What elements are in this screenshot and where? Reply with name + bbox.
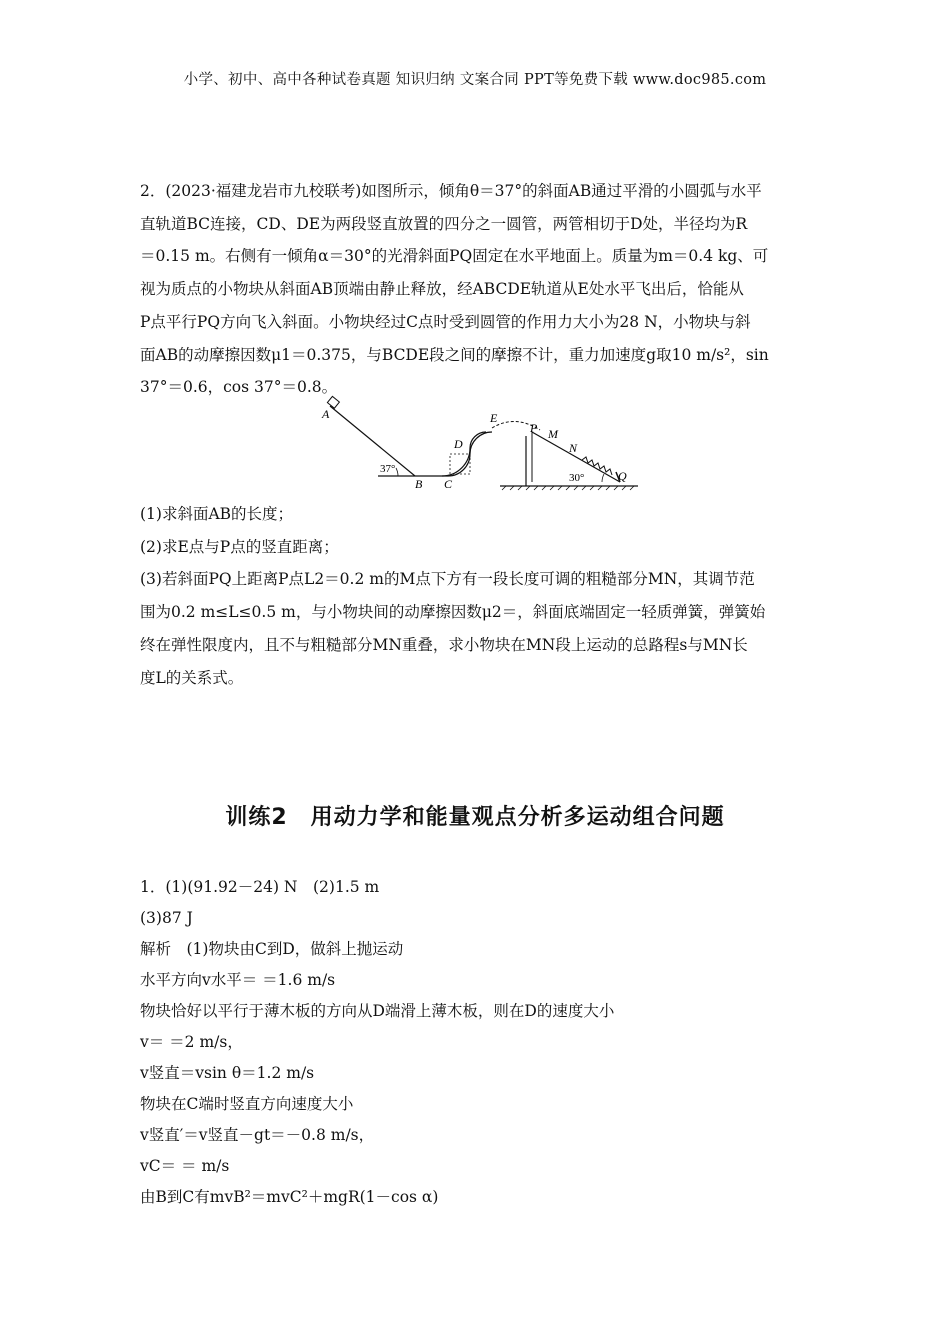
sub-question-2: (2)求E点与P点的竖直距离； [140,537,339,556]
sub-question-3-line-1: (3)若斜面PQ上距离P点L2＝0.2 m的M点下方有一段长度可调的粗糙部分MN，其调节范 [140,570,755,589]
sub-questions [140,498,812,694]
label-a: A [322,407,330,421]
question-line-6: 面AB的动摩擦因数μ1＝0.375，与BCDE段之间的摩擦不计，重力加速度g取10 m/s²，sin [140,345,769,364]
label-q: Q [618,469,627,483]
page-header: 小学、初中、高中各种试卷真题 知识归纳 文案合同 PPT等免费下载 www.doc985.com [183,72,767,88]
question-text: 如图所示，倾角θ＝37°的斜面AB通过平滑的小圆弧与水平 [361,182,762,200]
answer-line-5: 物块恰好以平行于薄木板的方向从D端滑上薄木板，则在D的速度大小 [140,1002,615,1020]
answer-line-6: v＝ ＝2 m/s， [140,1033,243,1051]
ground-hatch [502,486,634,490]
incline-ab [330,406,415,476]
spring [582,457,612,475]
answer-line-10: vC＝ ＝ m/s [140,1157,230,1175]
sub-question-3-line-3: 终在弹性限度内，且不与粗糙部分MN重叠，求小物块在MN段上运动的总路程s与MN长 [140,635,748,654]
answer-line-9: v竖直′＝v竖直－gt＝－0.8 m/s， [140,1126,375,1144]
physics-figure [320,392,640,494]
question-line-5: P点平行PQ方向飞入斜面。小物块经过C点时受到圆管的作用力大小为28 N，小物块与斜 [140,312,751,331]
question-line-4: 视为质点的小物块从斜面AB顶端由静止释放，经ABCDE轨道从E处水平飞出后，恰能从 [140,280,744,299]
sub-question-3-line-4: 度L的关系式。 [140,668,244,687]
pipe-de-outer [470,432,486,448]
label-n: N [569,441,578,455]
answer-line-2: (3)87 J [140,909,193,927]
label-c: C [444,477,453,491]
sub-question-1: (1)求斜面AB的长度； [140,505,294,523]
question-line-2: 直轨道BC连接，CD、DE为两段竖直放置的四分之一圆管，两管相切于D处，半径均为R [140,214,748,233]
question-number: 2． [140,182,166,200]
label-p: P [530,421,538,435]
label-d: D [454,437,463,451]
sub-question-3-line-2: 围为0.2 m≤L≤0.5 m，与小物块间的动摩擦因数μ2＝，斜面底端固定一轻质弹簧，弹簧始 [140,603,766,622]
answer-line-8: 物块在C端时竖直方向速度大小 [140,1095,354,1113]
answer-line-11: 由B到C有mvB²＝mvC²＋mgR(1－cos α) [140,1188,439,1206]
label-b: B [415,477,423,491]
label-e: E [490,411,498,425]
question-source: (2023·福建龙岩市九校联考) [165,182,362,200]
question-2 [140,175,812,404]
pipe-cd-outer [442,448,470,476]
label-angle-30: 30° [569,472,585,484]
label-m: M [548,427,558,441]
question-line-7: 37°＝0.6，cos 37°＝0.8。 [140,378,338,397]
answer-line-3: 解析 (1)物块由C到D，做斜上抛运动 [140,940,404,958]
pipe-de-inner [470,432,492,454]
question-line-3: ＝0.15 m。右侧有一倾角α＝30°的光滑斜面PQ固定在水平地面上。质量为m＝0.4 kg、可 [140,247,769,266]
label-angle-37: 37° [380,463,396,475]
answer-line-7: v竖直＝vsin θ＝1.2 m/s [140,1064,315,1082]
question-line-1 [140,175,812,208]
section-title: 训练2 用动力学和能量观点分析多运动组合问题 [225,805,725,830]
answer-section [140,872,812,1213]
answer-line-4: 水平方向v水平＝ ＝1.6 m/s [140,971,336,989]
angle-arc-37 [396,468,398,476]
angle-arc-30 [602,474,604,482]
answer-line-1: 1．(1)(91.92－24) N (2)1.5 m [140,878,380,896]
pipe-cd-inner [448,454,470,476]
